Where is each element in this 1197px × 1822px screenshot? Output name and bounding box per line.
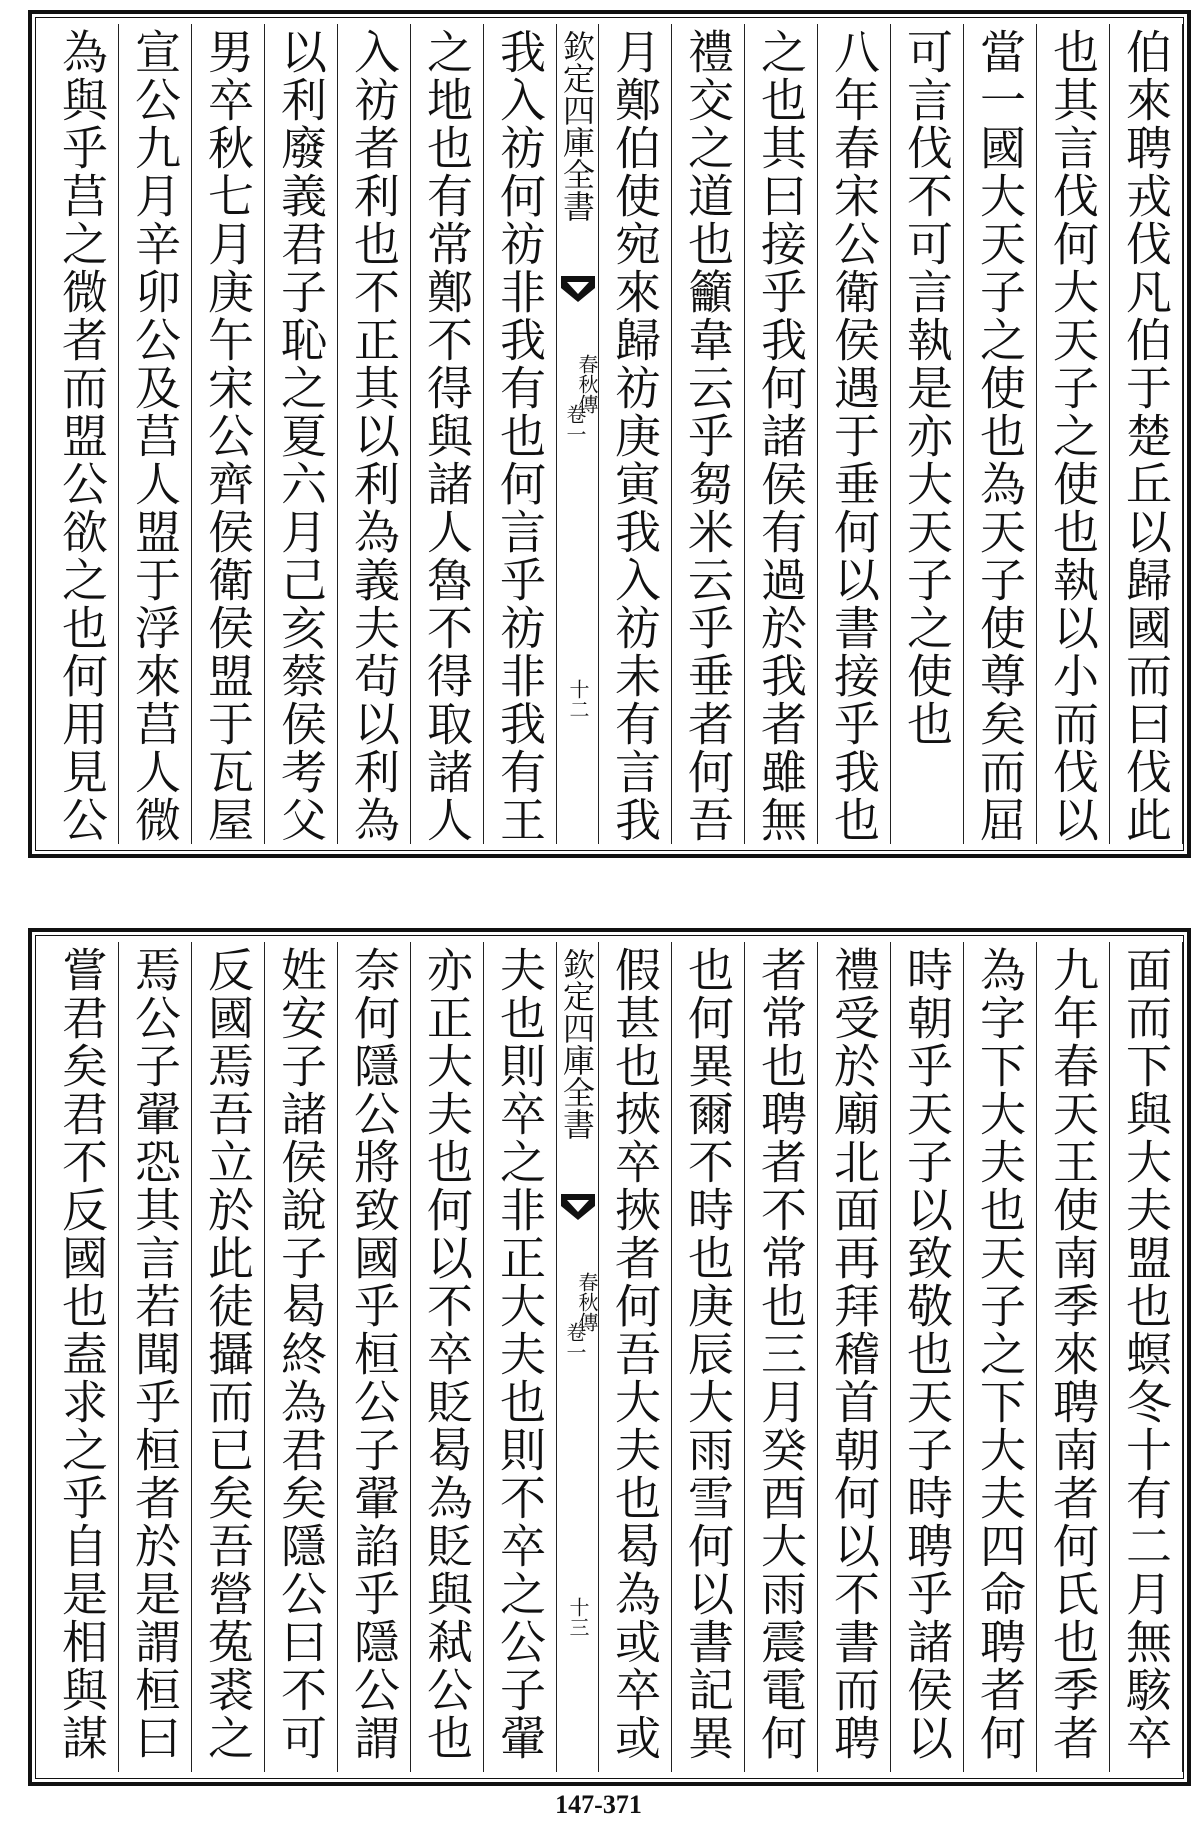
text-column: 八年春宋公衛侯遇于垂何以書接乎我也 [818, 24, 891, 844]
text-column: 也何異爾不時也庚辰大雨雪何以書記異 [672, 942, 745, 1772]
text-column: 奈何隱公將致國乎桓公子翬諂乎隱公謂 [338, 942, 411, 1772]
text-column: 我入祊何祊非我有也何言乎祊非我有王 [484, 24, 557, 844]
text-column: 宣公九月辛卯公及莒人盟于浮來莒人微 [119, 24, 192, 844]
text-column: 也其言伐何大天子之使也執以小而伐以 [1037, 24, 1110, 844]
text-column: 焉公子翬恐其言若聞乎桓者於是謂桓曰 [119, 942, 192, 1772]
banner-page-number: 十三 [566, 1597, 590, 1637]
text-column: 之地也有常鄭不得與諸人魯不得取諸人 [411, 24, 484, 844]
fish-tail-mark-icon [559, 274, 597, 304]
text-column: 月鄭伯使宛來歸祊庚寅我入祊未有言我 [599, 24, 672, 844]
fish-tail-mark-icon [559, 1192, 597, 1222]
text-column: 亦正大夫也何以不卒貶曷為貶與弒公也 [411, 942, 484, 1772]
bottom-page-frame [28, 928, 1191, 1786]
banner-title: 欽定四庫全書 [558, 30, 596, 222]
text-column: 嘗君矣君不反國也盍求之乎自是相與謀 [46, 942, 119, 1772]
page-reference-number: 147-371 [555, 1790, 642, 1819]
text-column: 之也其曰接乎我何諸侯有過於我者雖無 [745, 24, 818, 844]
column-spacer [36, 24, 46, 844]
text-column: 男卒秋七月庚午宋公齊侯衛侯盟于瓦屋 [192, 24, 265, 844]
text-column: 者常也聘者不常也三月癸酉大雨震電何 [745, 942, 818, 1772]
text-column: 為與乎莒之微者而盟公欲之也何用見公 [46, 24, 119, 844]
text-column: 禮受於廟北面再拜稽首朝何以不書而聘 [818, 942, 891, 1772]
text-column: 假甚也挾卒挾者何吾大夫也曷為或卒或 [599, 942, 672, 1772]
text-column: 姓安子諸侯說子曷終為君矣隱公曰不可 [265, 942, 338, 1772]
center-banner [557, 24, 599, 844]
center-banner [557, 942, 599, 1772]
text-column: 以利廢義君子恥之夏六月己亥蔡侯考父 [265, 24, 338, 844]
text-column: 為字下大夫也天子之下大夫四命聘者何 [964, 942, 1037, 1772]
text-column: 時朝乎天子以致敬也天子時聘乎諸侯以 [891, 942, 964, 1772]
banner-page-number: 十二 [566, 679, 590, 719]
banner-volume: 卷一 [563, 1322, 587, 1362]
text-column: 伯來聘戎伐凡伯于楚丘以歸國而曰伐此 [1110, 24, 1183, 844]
text-column: 入祊者利也不正其以利為義夫茍以利為 [338, 24, 411, 844]
column-spacer [36, 942, 46, 1772]
bottom-page-inner-border [35, 935, 1184, 1779]
text-column: 禮交之道也籲韋云乎芻米云乎垂者何吾 [672, 24, 745, 844]
text-column: 反國焉吾立於此徒攝而已矣吾營菟裘之 [192, 942, 265, 1772]
text-column: 可言伐不可言執是亦大天子之使也 [891, 24, 964, 844]
text-column: 面而下與大夫盟也螟冬十有二月無駭卒 [1110, 942, 1183, 1772]
banner-book-title: 春秋傳 [575, 354, 599, 414]
top-page-frame [28, 10, 1191, 858]
text-column: 九年春天王使南季來聘南者何氏也季者 [1037, 942, 1110, 1772]
banner-title: 欽定四庫全書 [558, 948, 596, 1140]
top-page-inner-border [35, 17, 1184, 851]
text-column: 當一國大天子之使也為天子使尊矣而屈 [964, 24, 1037, 844]
text-column: 夫也則卒之非正大夫也則不卒之公子翬 [484, 942, 557, 1772]
banner-volume: 卷一 [563, 404, 587, 444]
banner-book-title: 春秋傳 [575, 1272, 599, 1332]
